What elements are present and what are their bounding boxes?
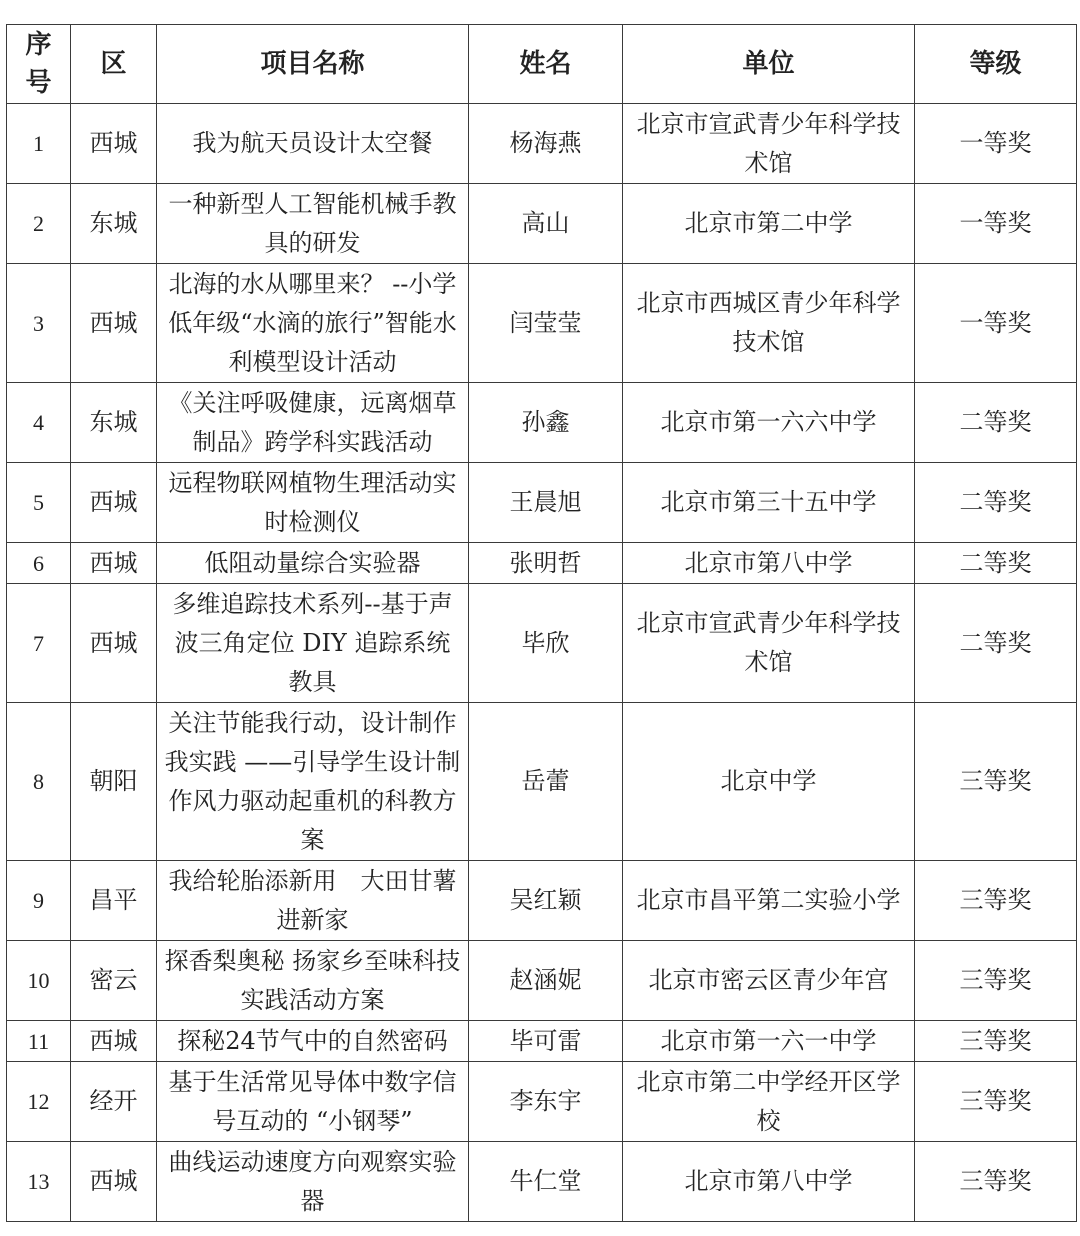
cell-area: 西城 — [71, 104, 157, 184]
table-row — [7, 703, 1077, 861]
cell-name: 李东宇 — [469, 1062, 623, 1142]
cell-area: 西城 — [71, 543, 157, 584]
cell-project: 曲线运动速度方向观察实验器 — [157, 1142, 469, 1222]
cell-project: 一种新型人工智能机械手教具的研发 — [157, 184, 469, 264]
cell-unit: 北京市第八中学 — [623, 1142, 915, 1222]
cell-no: 5 — [7, 463, 71, 543]
cell-no: 10 — [7, 941, 71, 1021]
table-row — [7, 104, 1077, 184]
cell-area: 西城 — [71, 1021, 157, 1062]
cell-no: 11 — [7, 1021, 71, 1062]
cell-project: 《关注呼吸健康，远离烟草制品》跨学科实践活动 — [157, 383, 469, 463]
cell-unit: 北京市第二中学经开区学校 — [623, 1062, 915, 1142]
cell-grade: 三等奖 — [915, 1062, 1077, 1142]
cell-no: 9 — [7, 861, 71, 941]
header-name: 姓名 — [469, 25, 623, 104]
cell-no: 8 — [7, 703, 71, 861]
cell-area: 西城 — [71, 1142, 157, 1222]
cell-project: 基于生活常见导体中数字信号互动的 “小钢琴” — [157, 1062, 469, 1142]
cell-unit: 北京市昌平第二实验小学 — [623, 861, 915, 941]
cell-unit: 北京市第二中学 — [623, 184, 915, 264]
cell-name: 孙鑫 — [469, 383, 623, 463]
header-area: 区 — [71, 25, 157, 104]
cell-grade: 一等奖 — [915, 184, 1077, 264]
header-project: 项目名称 — [157, 25, 469, 104]
table-row — [7, 543, 1077, 584]
header-row — [7, 25, 1077, 104]
cell-project: 多维追踪技术系列--基于声波三角定位 DIY 追踪系统教具 — [157, 584, 469, 703]
table-row — [7, 184, 1077, 264]
header-unit: 单位 — [623, 25, 915, 104]
cell-project: 我为航天员设计太空餐 — [157, 104, 469, 184]
cell-no: 13 — [7, 1142, 71, 1222]
cell-name: 杨海燕 — [469, 104, 623, 184]
cell-unit: 北京中学 — [623, 703, 915, 861]
table-row — [7, 861, 1077, 941]
cell-unit: 北京市西城区青少年科学技术馆 — [623, 264, 915, 383]
cell-grade: 三等奖 — [915, 941, 1077, 1021]
cell-grade: 三等奖 — [915, 703, 1077, 861]
table-row — [7, 584, 1077, 703]
cell-name: 王晨旭 — [469, 463, 623, 543]
cell-unit: 北京市宣武青少年科学技术馆 — [623, 584, 915, 703]
table-row — [7, 463, 1077, 543]
cell-unit: 北京市宣武青少年科学技术馆 — [623, 104, 915, 184]
table-row — [7, 1062, 1077, 1142]
cell-area: 西城 — [71, 264, 157, 383]
cell-name: 张明哲 — [469, 543, 623, 584]
cell-unit: 北京市密云区青少年宫 — [623, 941, 915, 1021]
cell-grade: 三等奖 — [915, 1142, 1077, 1222]
cell-grade: 一等奖 — [915, 264, 1077, 383]
cell-name: 赵涵妮 — [469, 941, 623, 1021]
cell-grade: 三等奖 — [915, 1021, 1077, 1062]
cell-project: 远程物联网植物生理活动实时检测仪 — [157, 463, 469, 543]
table-header — [7, 25, 1077, 104]
table-row — [7, 1142, 1077, 1222]
cell-name: 毕可雷 — [469, 1021, 623, 1062]
cell-grade: 二等奖 — [915, 543, 1077, 584]
header-no: 序号 — [7, 25, 71, 104]
cell-no: 3 — [7, 264, 71, 383]
cell-grade: 二等奖 — [915, 463, 1077, 543]
cell-area: 昌平 — [71, 861, 157, 941]
cell-name: 毕欣 — [469, 584, 623, 703]
awards-table — [6, 24, 1077, 1222]
table-row — [7, 1021, 1077, 1062]
cell-name: 闫莹莹 — [469, 264, 623, 383]
cell-project: 低阻动量综合实验器 — [157, 543, 469, 584]
table-row — [7, 264, 1077, 383]
cell-area: 经开 — [71, 1062, 157, 1142]
cell-unit: 北京市第一六一中学 — [623, 1021, 915, 1062]
cell-grade: 二等奖 — [915, 584, 1077, 703]
table-row — [7, 941, 1077, 1021]
cell-area: 朝阳 — [71, 703, 157, 861]
cell-project: 探香梨奥秘 扬家乡至味科技实践活动方案 — [157, 941, 469, 1021]
cell-name: 吴红颖 — [469, 861, 623, 941]
cell-area: 东城 — [71, 184, 157, 264]
cell-unit: 北京市第三十五中学 — [623, 463, 915, 543]
cell-area: 西城 — [71, 584, 157, 703]
cell-unit: 北京市第八中学 — [623, 543, 915, 584]
cell-no: 7 — [7, 584, 71, 703]
cell-no: 1 — [7, 104, 71, 184]
cell-grade: 三等奖 — [915, 861, 1077, 941]
cell-no: 12 — [7, 1062, 71, 1142]
cell-no: 6 — [7, 543, 71, 584]
cell-project: 我给轮胎添新用 大田甘薯进新家 — [157, 861, 469, 941]
cell-project: 关注节能我行动，设计制作我实践 ——引导学生设计制作风力驱动起重机的科教方案 — [157, 703, 469, 861]
cell-no: 4 — [7, 383, 71, 463]
table-body — [7, 104, 1077, 1222]
cell-unit: 北京市第一六六中学 — [623, 383, 915, 463]
cell-name: 牛仁堂 — [469, 1142, 623, 1222]
cell-name: 高山 — [469, 184, 623, 264]
cell-project: 探秘24节气中的自然密码 — [157, 1021, 469, 1062]
cell-area: 密云 — [71, 941, 157, 1021]
header-grade: 等级 — [915, 25, 1077, 104]
table-row — [7, 383, 1077, 463]
cell-grade: 二等奖 — [915, 383, 1077, 463]
cell-area: 西城 — [71, 463, 157, 543]
cell-project: 北海的水从哪里来？ --小学低年级“水滴的旅行”智能水利模型设计活动 — [157, 264, 469, 383]
cell-no: 2 — [7, 184, 71, 264]
cell-area: 东城 — [71, 383, 157, 463]
cell-grade: 一等奖 — [915, 104, 1077, 184]
cell-name: 岳蕾 — [469, 703, 623, 861]
